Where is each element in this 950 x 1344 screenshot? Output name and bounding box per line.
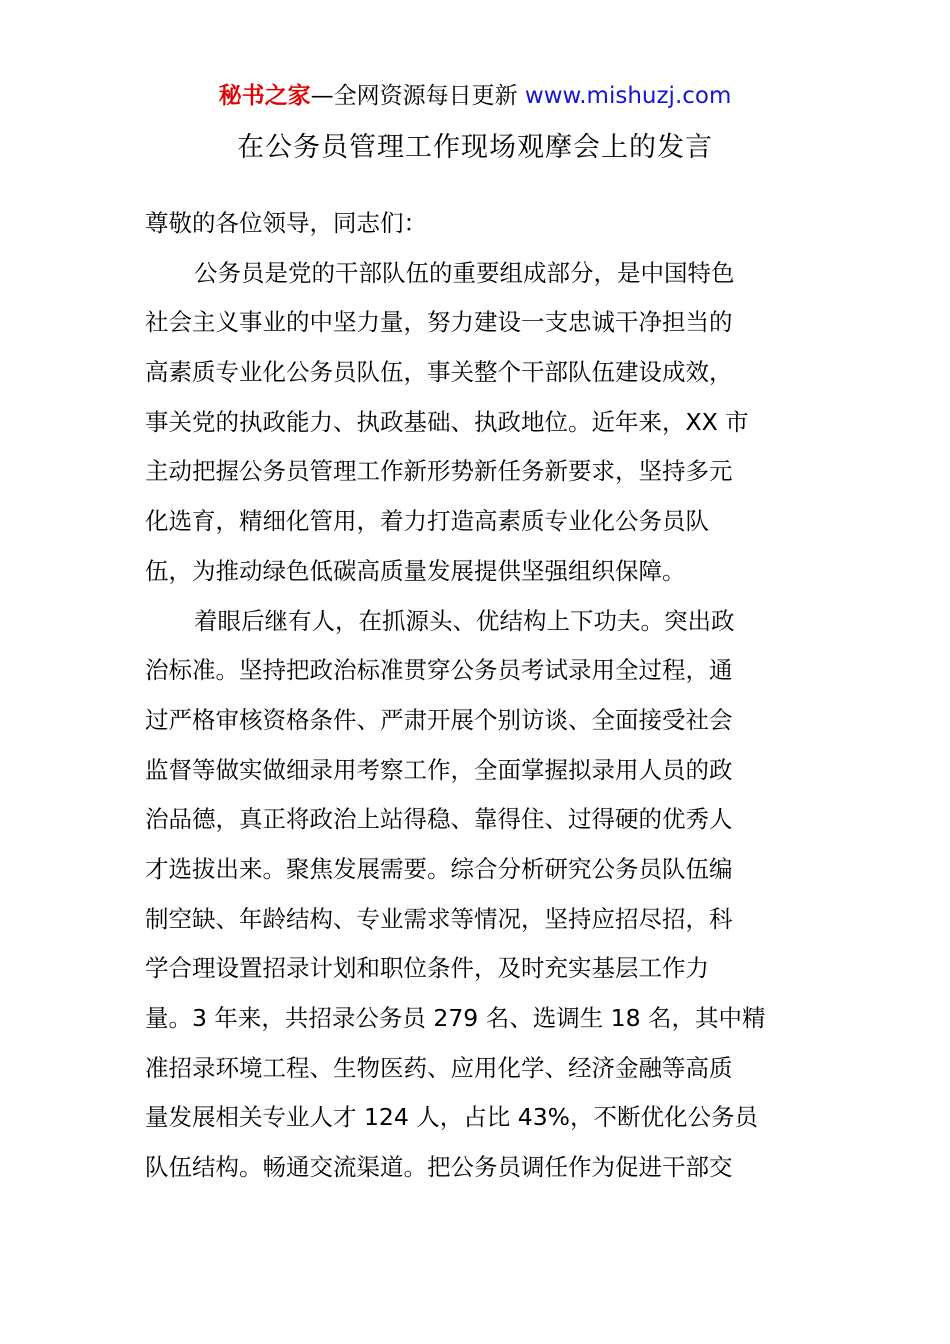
- banner-tagline: —全网资源每日更新: [310, 83, 518, 109]
- site-banner: [0, 80, 950, 112]
- paragraph-line: 量。3 年来，共招录公务员 279 名、选调生 18 名，其中精: [145, 1004, 766, 1032]
- paragraph-line: 社会主义事业的中坚力量，努力建设一支忠诚干净担当的: [145, 308, 733, 337]
- paragraph-line: 治品德，真正将政治上站得稳、靠得住、过得硬的优秀人: [145, 805, 733, 834]
- paragraph-line: 学合理设置招录计划和职位条件，及时充实基层工作力: [145, 954, 709, 983]
- paragraph-line: 准招录环境工程、生物医药、应用化学、经济金融等高质: [145, 1053, 733, 1082]
- document-body: [145, 199, 805, 1193]
- paragraph-line: 着眼后继有人，在抓源头、优结构上下功夫。突出政: [194, 606, 735, 635]
- paragraph-line: 治标准。坚持把政治标准贯穿公务员考试录用全过程，通: [145, 656, 733, 685]
- brand-name: 秘书之家: [218, 83, 311, 109]
- paragraph-line: 化选育，精细化管用，着力打造高素质专业化公务员队: [145, 507, 709, 536]
- paragraph-line: 主动把握公务员管理工作新形势新任务新要求，坚持多元: [145, 457, 733, 486]
- paragraph-line: 事关党的执政能力、执政基础、执政地位。近年来，XX 市: [145, 407, 749, 436]
- paragraph-line: 公务员是党的干部队伍的重要组成部分，是中国特色: [194, 258, 735, 287]
- site-url-link[interactable]: www.mishuzj.com: [524, 83, 732, 109]
- paragraph-line: 队伍结构。畅通交流渠道。把公务员调任作为促进干部交: [145, 1153, 733, 1182]
- paragraph-line: 量发展相关专业人才 124 人，占比 43%，不断优化公务员: [145, 1103, 758, 1132]
- paragraph-line: 才选拔出来。聚焦发展需要。综合分析研究公务员队伍编: [145, 854, 733, 883]
- paragraph-line: 伍，为推动绿色低碳高质量发展提供坚强组织保障。: [145, 556, 686, 585]
- paragraph-line: 制空缺、年龄结构、专业需求等情况，坚持应招尽招，科: [145, 904, 733, 933]
- salutation-line: 尊敬的各位领导，同志们：: [145, 209, 427, 237]
- paragraph-line: 过严格审核资格条件、严肃开展个别访谈、全面接受社会: [145, 705, 733, 734]
- paragraph-line: 监督等做实做细录用考察工作，全面掌握拟录用人员的政: [145, 755, 733, 784]
- paragraph-line: 高素质专业化公务员队伍，事关整个干部队伍建设成效，: [145, 358, 733, 387]
- document-title: 在公务员管理工作现场观摩会上的发言: [237, 132, 713, 163]
